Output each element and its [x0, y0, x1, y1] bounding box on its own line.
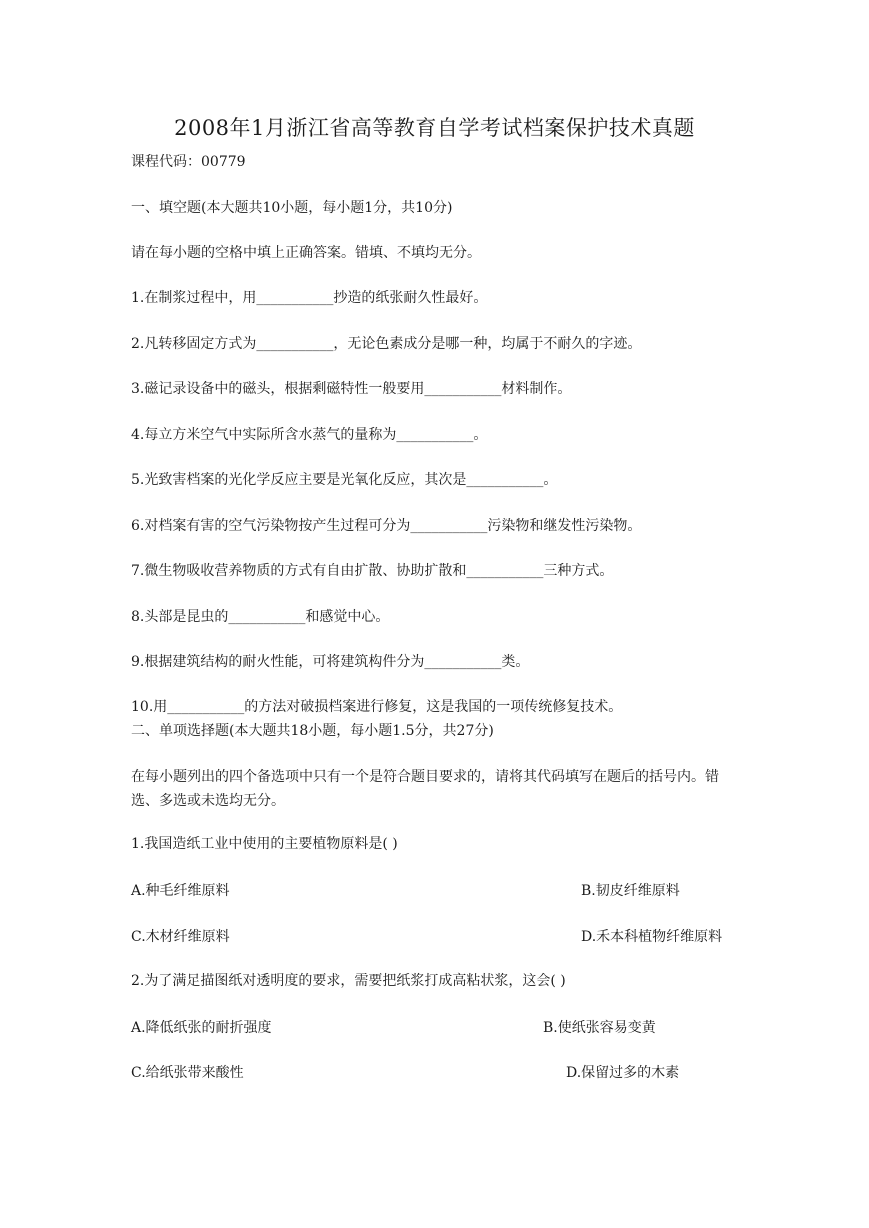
section2-instruction: 在每小题列出的四个备选项中只有一个是符合题目要求的，请将其代码填写在题后的括号内。错选、多选或未选均无分。 — [131, 769, 719, 809]
fill-question-3: 3.磁记录设备中的磁头，根据剩磁特性一般要用___________材料制作。 — [131, 381, 572, 397]
section1-instruction: 请在每小题的空格中填上正确答案。错填、不填均无分。 — [131, 245, 481, 261]
q1-option-a: A.种毛纤维原料 — [131, 883, 230, 899]
section2-heading: 二、单项选择题(本大题共18小题，每小题1.5分，共27分) — [131, 723, 494, 739]
fill-question-6: 6.对档案有害的空气污染物按产生过程可分为___________污染物和继发性污染物。 — [131, 518, 642, 534]
q1-option-b: B.韧皮纤维原料 — [581, 883, 680, 899]
course-code: 课程代码：00779 — [131, 154, 246, 170]
fill-question-10: 10.用___________的方法对破损档案进行修复，这是我国的一项传统修复技术。 — [131, 699, 623, 715]
fill-question-7: 7.微生物吸收营养物质的方式有自由扩散、协助扩散和___________三种方式。 — [131, 563, 614, 579]
page-title: 2008年1月浙江省高等教育自学考试档案保护技术真题 — [174, 116, 695, 140]
q1-option-d: D.禾本科植物纤维原料 — [581, 929, 723, 945]
choice-question-1-stem: 1.我国造纸工业中使用的主要植物原料是( ) — [131, 836, 398, 852]
q2-option-c: C.给纸张带来酸性 — [131, 1065, 244, 1081]
q1-option-c: C.木材纤维原料 — [131, 929, 230, 945]
fill-question-8: 8.头部是昆虫的___________和感觉中心。 — [131, 609, 390, 625]
q2-option-a: A.降低纸张的耐折强度 — [131, 1020, 272, 1036]
fill-question-2: 2.凡转移固定方式为___________，无论色素成分是哪一种，均属于不耐久的字迹。 — [131, 336, 642, 352]
q2-option-d: D.保留过多的木素 — [566, 1065, 680, 1081]
choice-question-2-stem: 2.为了满足描图纸对透明度的要求，需要把纸浆打成高粘状浆，这会( ) — [131, 973, 566, 989]
fill-question-9: 9.根据建筑结构的耐火性能，可将建筑构件分为___________类。 — [131, 654, 530, 670]
q2-option-b: B.使纸张容易变黄 — [543, 1020, 656, 1036]
section1-heading: 一、填空题(本大题共10小题，每小题1分，共10分) — [131, 200, 453, 216]
fill-question-1: 1.在制浆过程中，用___________抄造的纸张耐久性最好。 — [131, 290, 488, 306]
fill-question-4: 4.每立方米空气中实际所含水蒸气的量称为___________。 — [131, 427, 488, 443]
fill-question-5: 5.光致害档案的光化学反应主要是光氧化反应，其次是___________。 — [131, 472, 558, 488]
